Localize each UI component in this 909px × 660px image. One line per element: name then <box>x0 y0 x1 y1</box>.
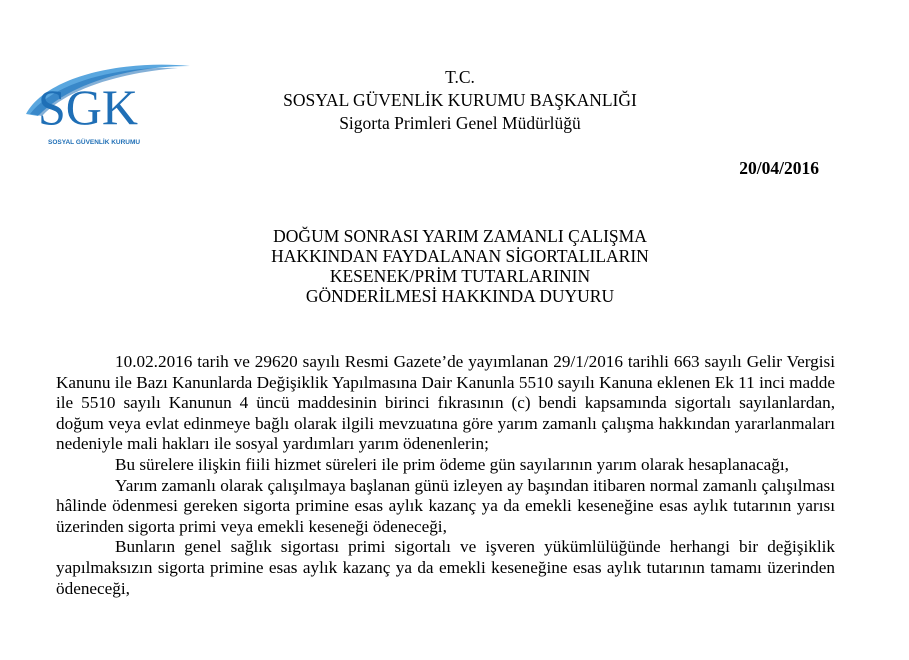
paragraph: Yarım zamanlı olarak çalışılmaya başlanan günü izleyen ay başından itibaren normal zamanlı çalışılması hâlinde ödenmesi gereken sigorta primine esas aylık kazanç ya da emekli keseneğine esas aylık tutarının yarısı üzerinden sigorta primi veya emekli keseneği ödeneceği, <box>56 475 835 536</box>
document-body <box>56 352 835 599</box>
title-line: GÖNDERİLMESİ HAKKINDA DUYURU <box>305 286 615 306</box>
title-line: HAKKINDAN FAYDALANAN SİGORTALILARIN <box>271 246 649 266</box>
document-date: 20/04/2016 <box>739 158 819 178</box>
document-title <box>150 226 770 306</box>
paragraph: Bu sürelere ilişkin fiili hizmet süreleri ile prim ödeme gün sayılarının yarım olarak hesaplanacağı, <box>115 454 789 474</box>
header-institution: SOSYAL GÜVENLİK KURUMU BAŞKANLIĞI <box>283 90 637 110</box>
header-directorate: Sigorta Primleri Genel Müdürlüğü <box>339 113 581 133</box>
logo-subtext: SOSYAL GÜVENLİK KURUMU <box>48 139 141 146</box>
paragraph: Bunların genel sağlık sigortası primi sigortalı ve işveren yükümlülüğünde herhangi bir değişiklik yapılmaksızın sigorta primine esas aylık kazanç ya da emekli keseneğine esas aylık tutarının tamamı üzerinden ödeneceği, <box>56 537 835 598</box>
paragraph: 10.02.2016 tarih ve 29620 sayılı Resmi Gazete’de yayımlanan 29/1/2016 tarihli 663 sayılı Gelir Vergisi Kanunu ile Bazı Kanunlarda Değişiklik Yapılmasına Dair Kanunla 5510 sayılı Kanuna eklenen Ek 11 inci madde ile 5510 sayılı Kanunun 4 üncü maddesinin birinci fıkrasının (c) bendi kapsamında sigortalı sayılanlardan, doğum veya evlat edinmeye bağlı olarak ilgili mevzuatına göre yarım zamanlı çalışma hakkından yararlanmaları nedeniyle mali hakları ile sosyal yardımları yarım ödenenlerin; <box>56 352 835 454</box>
header-tc: T.C. <box>445 67 475 87</box>
title-line: DOĞUM SONRASI YARIM ZAMANLI ÇALIŞMA <box>273 226 647 246</box>
letterhead <box>150 66 770 135</box>
logo-text: SGK <box>38 79 139 135</box>
title-line: KESENEK/PRİM TUTARLARININ <box>329 266 591 286</box>
